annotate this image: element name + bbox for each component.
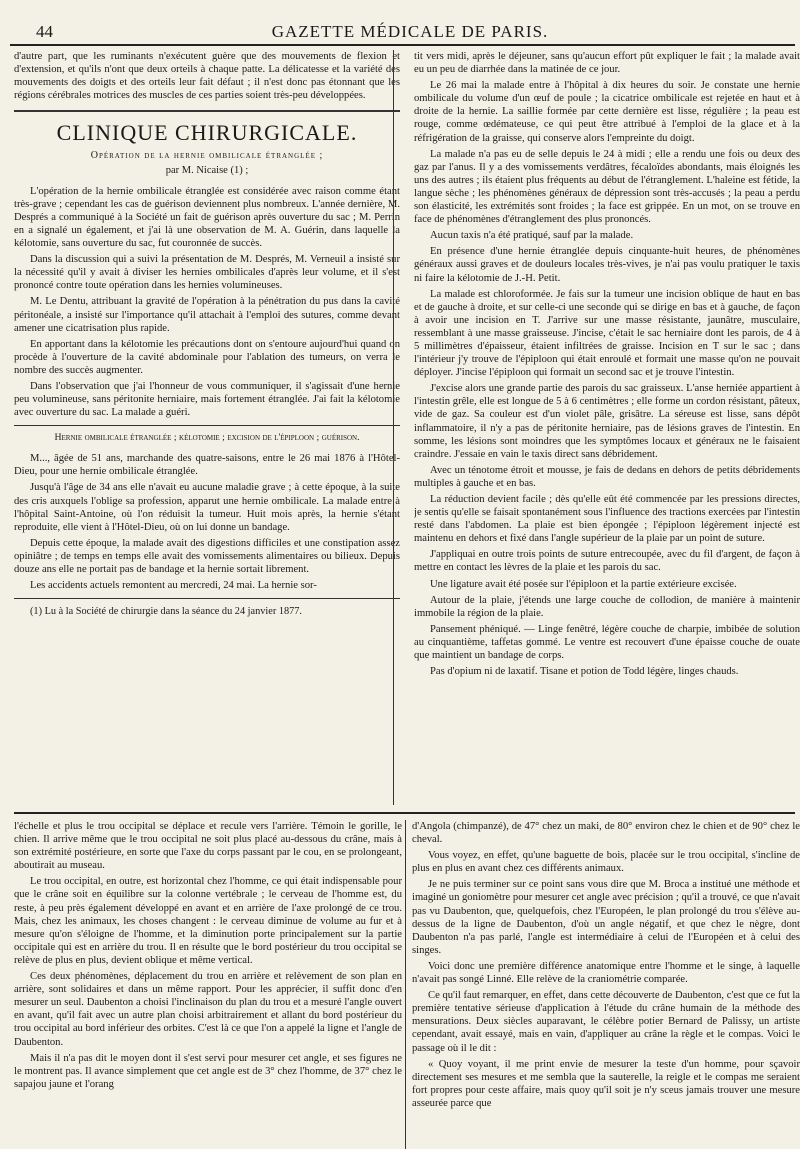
feuilleton-paragraph: Je ne puis terminer sur ce point sans vous dire que M. Broca a institué une méthode et imaginé un goniomètre pour mesurer cet angle avec précision ; qu'il a trouvé, ce que n'avait pas vu Daubenton, que, quelquefois, chez l'Européen, le plan prolongé du trou s'élève au-dessus de la ligne de Daubenton, d'où un angle négatif, et que chez le nègre, dont Daubenton n'a pas parlé, l'angle est intermédiaire à celui de l'Européen et à celui des singes. bbox=[412, 879, 800, 956]
section-title: CLINIQUE CHIRURGICALE. bbox=[56, 120, 358, 146]
section-rule bbox=[14, 110, 400, 112]
article-paragraph: Avec un ténotome étroit et mousse, je fais de dedans en dehors de petits débridements multiples à gauche et en bas. bbox=[414, 464, 800, 489]
article-paragraph: Pas d'opium ni de laxatif. Tisane et potion de Todd légère, linges chauds. bbox=[430, 666, 739, 678]
feuilleton-paragraph: Le trou occipital, en outre, est horizontal chez l'homme, ce qui était indispensable pour que le crâne soit en équilibre sur la colonne vertébrale ; le cerveau de l'homme est, du reste, à peu près également développé en avant et en arrière de l'axe prolongé de ce trou. Mais, chez les animaux, les choses changent : le cerveau diminue de volume au fur et à mesure qu'on s'éloigne de l'homme, et la diminution porte principalement sur la partie occipitale qui est en arrière du trou. Il en résulte que le bord postérieur du trou occipital se relève de plus en plus, devient oblique et même vertical. bbox=[14, 876, 402, 966]
case-heading: Hernie ombilicale étranglée ; kélotomie ; excision de l'épiploon ; guérison. bbox=[54, 432, 360, 444]
feuilleton-paragraph: Ces deux phénomènes, déplacement du trou en arrière et relèvement de son plan en arrière, sont solidaires et dans un même rapport. Pour les apprécier, il suffit donc d'en mesurer un seul. Daubenton a choisi l'inclinaison du plan du trou et a mesuré l'angle ouvert en avant, qu'il fait avec un autre plan choisi arbitrairement et allant du bord postérieur du trou occipital au bord inférieur des orbites. C'est là ce que l'on a appelé la ligne et l'angle de Daubenton. bbox=[14, 971, 402, 1048]
article-paragraph: L'opération de la hernie ombilicale étranglée est considérée avec raison comme étant très-grave ; cependant les cas de guérison deviennent plus nombreux. L'année dernière, M. Després a communiqué à la Société un fait de guérison après ouverture du sac ; M. Perrin en a signalé un également, et j'ai là une observation de M. A. Guérin, dans laquelle la kélotomie, sans ouverture du sac, fut couronnée de succès. bbox=[14, 185, 400, 250]
page-header bbox=[30, 22, 790, 44]
right-column-top bbox=[414, 50, 800, 805]
article-paragraph: Dans l'observation que j'ai l'honneur de vous communiquer, il s'agissait d'une hernie peu volumineuse, sans péritonite herniaire, mais fortement étranglée. J'ai fait la kélotomie avec ouverture du sac. La malade a guéri. bbox=[14, 380, 400, 419]
article-paragraph: J'appliquai en outre trois points de suture entrecoupée, avec du fil d'argent, de façon à mettre en contact les lèvres de la plaie et les parois du sac. bbox=[414, 549, 800, 574]
article-paragraph: tit vers midi, après le déjeuner, sans qu'aucun effort pût expliquer le fait ; la malade avait eu un peu de diarrhée dans la matinée de ce jour. bbox=[414, 51, 800, 76]
article-paragraph: Pansement phéniqué. — Linge fenêtré, légère couche de charpie, imbibée de solution au cinquantième, taffetas gommé. Le ventre est recouvert d'une épaisse couche de ouate que maintient un bandage de corps. bbox=[414, 623, 800, 662]
article-paragraph: En apportant dans la kélotomie les précautions dont on s'entoure aujourd'hui quand on procède à l'ouverture de la cavité abdominale pour l'ablation des tumeurs, on verra le nombre des succès augmenter. bbox=[14, 338, 400, 376]
feuilleton-paragraph: « Quoy voyant, il me print envie de mesurer la teste d'un homme, pour sçavoir directement ses mesures et me sembla que la sauterelle, la reigle et le compas me seraient fort propres pour ceste affaire, mais quoy qu'il soit je n'y sceus jamais trouver une mesure asseurée parce que bbox=[412, 1058, 800, 1109]
column-divider-top bbox=[393, 50, 394, 805]
left-column-top bbox=[14, 50, 400, 805]
article-paragraph: Aucun taxis n'a été pratiqué, sauf par la malade. bbox=[430, 230, 634, 242]
feuilleton-paragraph: d'Angola (chimpanzé), de 47° chez un maki, de 80° environ chez le chien et de 90° chez le cheval. bbox=[412, 821, 800, 846]
feuilleton-paragraph: Voici donc une première différence anatomique entre l'homme et le singe, à laquelle n'avait pas songé Linné. Elle relève de la craniométrie comparée. bbox=[412, 960, 800, 986]
feuilleton-paragraph: Ce qu'il faut remarquer, en effet, dans cette découverte de Daubenton, c'est que ce fut la première tentative sérieuse d'application à l'étude du crâne humain de la méthode des mensurations. Deux siècles auparavant, le célèbre potier Bernard de Palissy, un artiste cependant, avait essayé, mais en vain, d'appliquer au crâne la règle et le compas. Voici le passage où il le dit : bbox=[412, 990, 800, 1054]
article-paragraph: Autour de la plaie, j'étends une large couche de collodion, de manière à maintenir immobile la région de la plaie. bbox=[414, 594, 800, 619]
article-author: par M. Nicaise (1) ; bbox=[165, 164, 249, 176]
case-rule bbox=[14, 425, 400, 426]
case-paragraph: Jusqu'à l'âge de 34 ans elle n'avait eu aucune maladie grave ; à cette époque, à la suite des cris auxquels l'oblige sa profession, apparut une hernie ombilicale. La malade entre à l'hôpital Saint-Antoine, où l'on réduisit la tumeur. Huit mois après, la hernie s'étant reproduite, elle vient à l'Hôtel-Dieu, où on lui donne un bandage. bbox=[14, 482, 400, 533]
journal-title: GAZETTE MÉDICALE DE PARIS. bbox=[271, 22, 549, 41]
right-column-bottom bbox=[412, 820, 800, 1149]
intro-paragraph: d'autre part, que les ruminants n'exécutent guère que des mouvements de flexion et d'extension, et qu'ils n'ont que deux orteils à chaque patte. La délicatesse et la variété des mouvements des doigts et des orteils leur fait défaut ; il n'est donc pas étonnant que les régions cérébrales motrices des muscles de ces parties soient très-peu développées. bbox=[14, 51, 400, 102]
article-paragraph: La réduction devient facile ; dès qu'elle eût été commencée par les pressions directes, je sentis qu'elle se faisait spontanément sous l'influence des tractions exercées par l'intestin resté dans l'abdomen. La plaie est bien épongée ; l'épiploon légèrement injecté est maintenu en dehors et fixé dans l'angle supérieur de la plaie par un point de suture. bbox=[414, 494, 800, 545]
footnote: (1) Lu à la Société de chirurgie dans la séance du 24 janvier 1877. bbox=[30, 606, 303, 618]
article-paragraph: M. Le Dentu, attribuant la gravité de l'opération à la pénétration du pus dans la cavité péritonéale, a insisté sur l'importance qu'il attachait à l'emploi des sutures, comme devant amener une cicatrisation plus rapide. bbox=[14, 296, 400, 334]
article-paragraph: Dans la discussion qui a suivi la présentation de M. Després, M. Verneuil a insisté sur la nécessité qu'il y avait à diviser les hernies ombilicales d'après leur volume, et il s'est prononcé contre toute opération dans les hernies volumineuses. bbox=[14, 254, 400, 292]
article-paragraph: La malade n'a pas eu de selle depuis le 24 à midi ; elle a rendu une fois ou deux des gaz par l'anus. Il y a des vomissements verdâtres, fécaloïdes abondants, mais éloignés les uns des autres ; ils étaient plus fréquents au début de l'étranglement. L'haleine est fétide, la langue sèche ; les phénomènes généraux de dépression sont très-accusés ; la peau a perdu son élasticité, les extrémités sont froides ; la face est grippée. En un mot, on se trouve en face de phénomènes d'étranglement des plus prononcés. bbox=[414, 148, 800, 226]
footnote-rule bbox=[14, 598, 400, 599]
case-paragraph: Depuis cette époque, la malade avait des digestions difficiles et une constipation assez opiniâtre ; de temps en temps elle avait des vomissements alimentaires ou bilieux. Depuis douze ans elle ne portait pas de bandage et la hernie sortait librement. bbox=[14, 537, 400, 575]
article-paragraph: J'excise alors une grande partie des parois du sac graisseux. L'anse herniée appartient à l'intestin grêle, elle est longue de 5 à 6 centimètres ; elle forme un cordon résistant, pâteux, vide de gaz. Sa couleur est d'un violet pâle, grisâtre. La séreuse est lisse, sans dépôt inflammatoire, il n'y a pas de péritonite herniaire, pas de lésions graves de l'intestin. En somme, les lésions sont moindres que les symptômes locaux et généraux ne le faisaient craindre. J'essaie en vain le taxis direct sans débridement. bbox=[414, 383, 800, 460]
article-paragraph: En présence d'une hernie étranglée depuis cinquante-huit heures, de phénomènes généraux aussi graves et de douleurs locales très-vives, je n'ai pas voulu pratiquer le taxis ni faire la kélotomie de J.-H. Petit. bbox=[414, 246, 800, 284]
feuilleton-paragraph: l'échelle et plus le trou occipital se déplace et recule vers l'arrière. Témoin le gorille, le chien. Il arrive même que le trou occipital ne soit plus placé au-dessous du crâne, mais à son extrémité postérieure, en sorte que l'axe du corps passant par le cou, en se prolongeant, aboutirait au museau. bbox=[14, 821, 402, 872]
page-number: 44 bbox=[36, 22, 53, 41]
left-column-bottom bbox=[14, 820, 402, 1149]
case-paragraph: Les accidents actuels remontent au mercredi, 24 mai. La hernie sor- bbox=[30, 580, 317, 592]
feuilleton-divider bbox=[14, 812, 795, 814]
feuilleton-paragraph: Mais il n'a pas dit le moyen dont il s'est servi pour mesurer cet angle, et ses figures ne le montrent pas. Il avance simplement que cet angle est de 3° chez l'homme, de 37° chez le sapajou jaune et l'orang bbox=[14, 1052, 402, 1090]
article-title: Opération de la hernie ombilicale étranglée ; bbox=[90, 150, 324, 162]
feuilleton-paragraph: Vous voyez, en effet, qu'une baguette de bois, placée sur le trou occipital, s'incline de plus en plus en avant chez ces différents animaux. bbox=[412, 850, 800, 875]
article-paragraph: La malade est chloroformée. Je fais sur la tumeur une incision oblique de haut en bas et de gauche à droite, et sur celle-ci une seconde qui se dirige en bas et à gauche, de façon à avoir une incision en T. J'arrive sur une masse résistante, jaunâtre, musculaire, ressemblant à une masse graisseuse. J'incise, c'était le sac herniaire dont les parois, de 4 à 5 millimètres d'épaisseur, étaient infiltrées de graisse. Incision en T sur le sac ; dans l'intérieur j'y trouve de l'épiploon qui était enroulé et formait une masse qu'on ne pouvait déployer. J'incise l'épiploon qui formait un second sac et je trouve l'intestin. bbox=[414, 288, 800, 379]
case-paragraph: M..., âgée de 51 ans, marchande des quatre-saisons, entre le 26 mai 1876 à l'Hôtel-Dieu, pour une hernie ombilicale étranglée. bbox=[14, 453, 400, 478]
upper-section bbox=[14, 50, 800, 805]
column-divider-bottom bbox=[405, 820, 406, 1149]
header-rule bbox=[10, 44, 795, 46]
article-paragraph: Une ligature avait été posée sur l'épiploon et la partie extérieure excisée. bbox=[430, 578, 737, 590]
lower-section bbox=[14, 820, 800, 1149]
article-paragraph: Le 26 mai la malade entre à l'hôpital à dix heures du soir. Je constate une hernie ombilicale du volume d'un œuf de poule ; la cicatrice ombilicale est rejetée en haut et à droite de la hernie. La saillie formée par cette dernière est lisse, régulière ; la peau est rouge, comme œdémateuse, ce qui peut être attribué à l'emploi de la glace et à la réfrigération de la graisse, qui conserve alors l'empreinte du doigt. bbox=[414, 80, 800, 144]
